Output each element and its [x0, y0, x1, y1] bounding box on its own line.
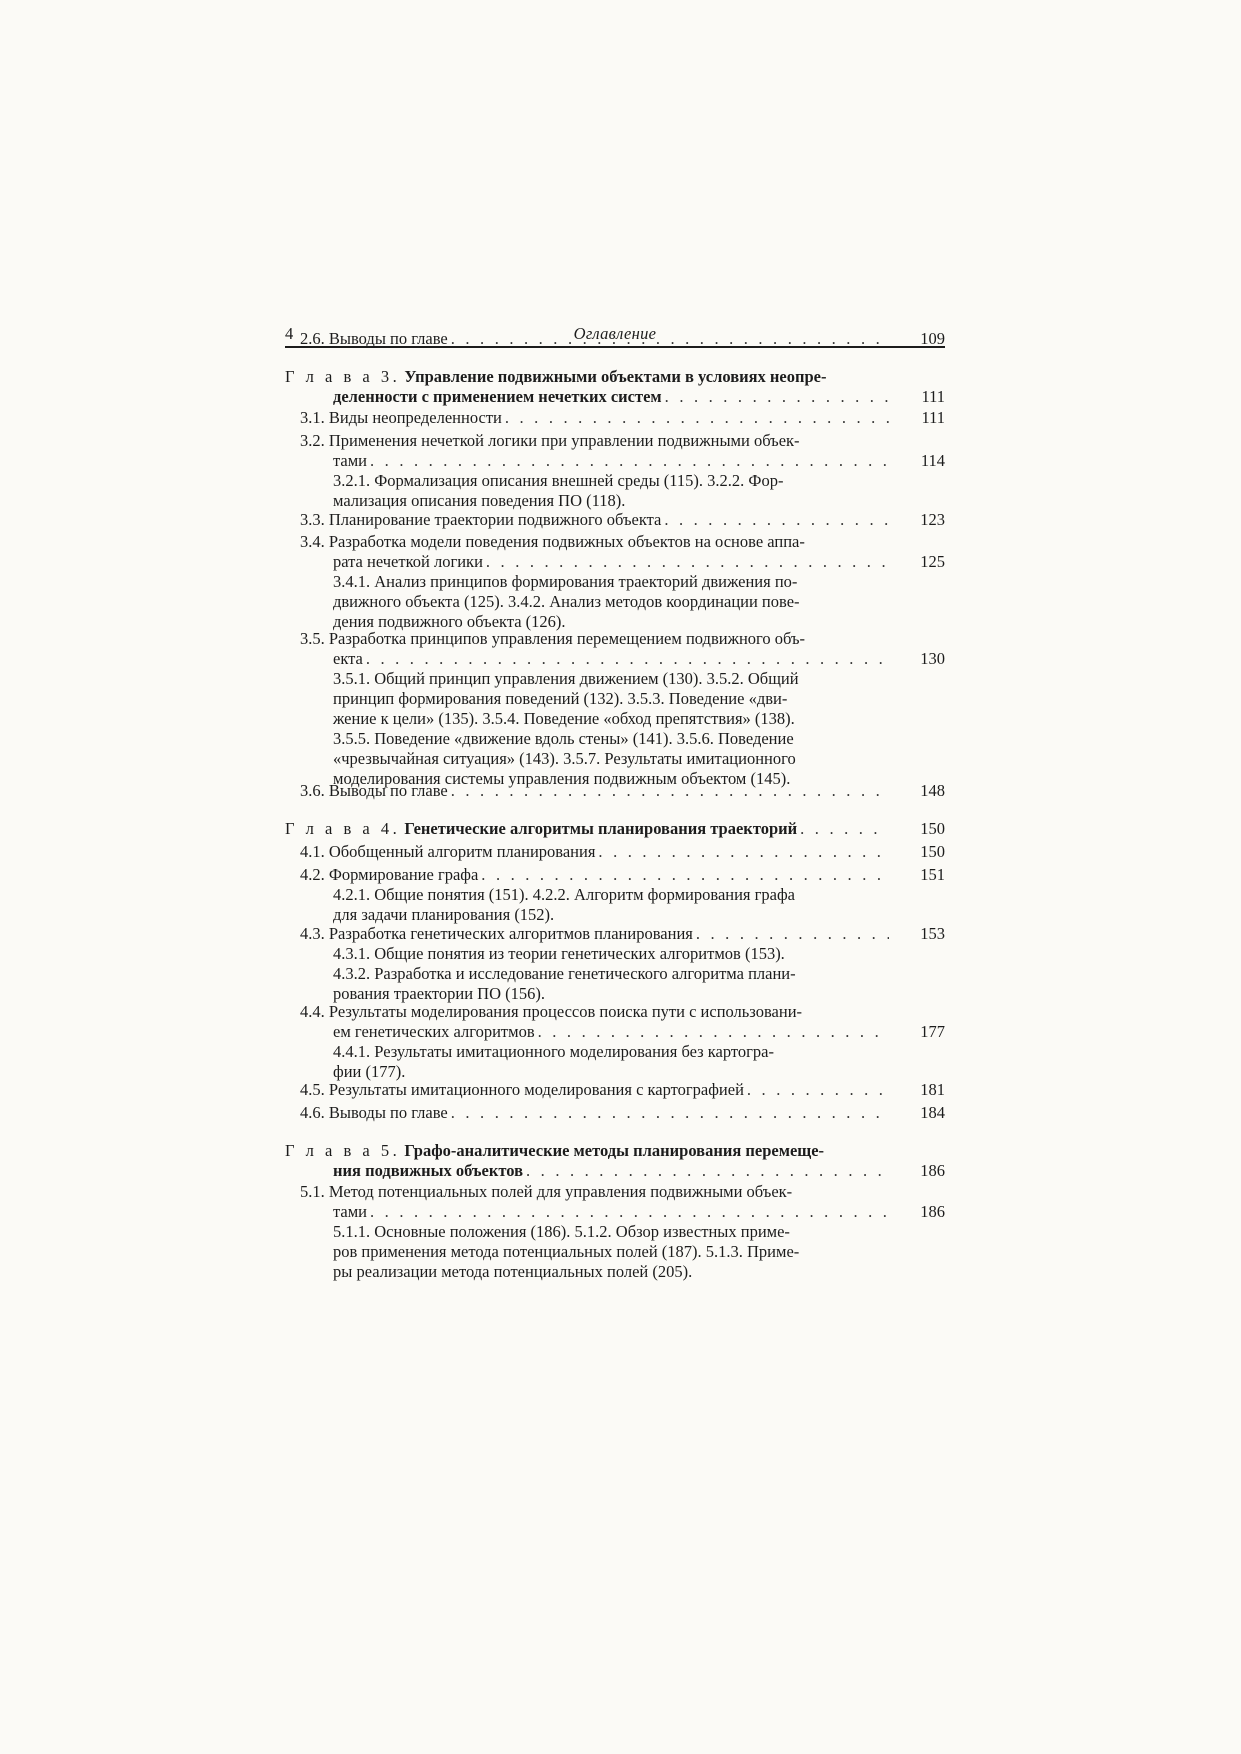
entry-title: 3.3. Планирование траектории подвижного объекта [300, 510, 662, 529]
subsection-line: 4.3.1. Общие понятия из теории генетических алгоритмов (153). [333, 944, 785, 963]
entry-page: 123 [920, 510, 945, 529]
toc-entry-4-2[interactable] [285, 865, 945, 925]
entry-title: 4.1. Обобщенный алгоритм планирования [300, 842, 596, 861]
entry-title: тами [333, 1202, 368, 1221]
chapter-title-line: ния подвижных объектов [333, 1161, 524, 1180]
entry-title: 4.5. Результаты имитационного моделирования с картографией [300, 1080, 744, 1099]
entry-page: 150 [920, 842, 945, 861]
subsection-line: принцип формирования поведений (132). 3.5.3. Поведение «дви- [333, 689, 788, 708]
subsection-line: дения подвижного объекта (126). [333, 612, 566, 631]
toc-entry-3-3[interactable] [285, 510, 945, 530]
entry-page: 148 [920, 781, 945, 800]
entry-page: 130 [920, 649, 945, 668]
subsection-line: «чрезвычайная ситуация» (143). 3.5.7. Результаты имитационного [333, 749, 796, 768]
subsection-line: моделирования системы управления подвижным объектом (145). [333, 769, 791, 788]
entry-page: 125 [920, 552, 945, 571]
subsection-line: ров применения метода потенциальных полей (187). 5.1.3. Приме- [333, 1242, 800, 1261]
subsection-line: 3.5.5. Поведение «движение вдоль стены» (141). 3.5.6. Поведение [333, 729, 794, 748]
chapter-label: Г л а в а 4. [285, 819, 401, 838]
subsection-line: 4.2.1. Общие понятия (151). 4.2.2. Алгоритм формирования графа [333, 885, 795, 904]
chapter-title-line: Управление подвижными объектами в условиях неопре- [404, 367, 827, 386]
toc-entry-3-4[interactable] [285, 532, 945, 632]
toc-entry-3-5[interactable] [285, 629, 945, 789]
entry-title: 5.1. Метод потенциальных полей для управления подвижными объек- [300, 1182, 793, 1201]
toc-entry-4-6[interactable] [285, 1103, 945, 1123]
entry-title: 3.4. Разработка модели поведения подвижных объектов на основе аппа- [300, 532, 805, 551]
subsection-line: 4.4.1. Результаты имитационного моделирования без картогра- [333, 1042, 774, 1061]
entry-title: 3.5. Разработка принципов управления перемещением подвижного объ- [300, 629, 806, 648]
toc-entry-3-2[interactable] [285, 431, 945, 511]
subsection-line: 4.3.2. Разработка и исследование генетического алгоритма плани- [333, 964, 796, 983]
toc-chapter-3[interactable] [285, 367, 945, 407]
chapter-label: Г л а в а 3. [285, 367, 401, 386]
toc-entry-2-6[interactable] [285, 329, 945, 349]
subsection-line: 3.4.1. Анализ принципов формирования траекторий движения по- [333, 572, 798, 591]
entry-page: 150 [920, 819, 945, 838]
entry-title: 4.6. Выводы по главе [300, 1103, 448, 1122]
toc-entry-4-1[interactable] [285, 842, 945, 862]
entry-page: 111 [921, 387, 945, 406]
subsection-line: 3.2.1. Формализация описания внешней среды (115). 3.2.2. Фор- [333, 471, 784, 490]
subsection-line: рования траектории ПО (156). [333, 984, 545, 1003]
entry-title: 3.2. Применения нечеткой логики при управлении подвижными объек- [300, 431, 800, 450]
toc-entry-5-1[interactable] [285, 1182, 945, 1282]
toc-entry-4-3[interactable] [285, 924, 945, 1004]
entry-page: 184 [920, 1103, 945, 1122]
page-number: 4 [285, 324, 294, 343]
entry-title: екта [333, 649, 363, 668]
chapter-title-line: деленности с применением нечетких систем [333, 387, 662, 406]
entry-title: 4.3. Разработка генетических алгоритмов планирования [300, 924, 693, 943]
toc-chapter-4[interactable] [285, 819, 945, 839]
entry-page: 186 [920, 1161, 945, 1180]
toc-entry-3-6[interactable] [285, 781, 945, 801]
subsection-line: 3.5.1. Общий принцип управления движением (130). 3.5.2. Общий [333, 669, 799, 688]
entry-page: 153 [920, 924, 945, 943]
running-title: Оглавление [573, 324, 657, 343]
toc-entry-3-1[interactable] [285, 408, 945, 428]
chapter-label: Г л а в а 5. [285, 1141, 401, 1160]
entry-title: 3.6. Выводы по главе [300, 781, 448, 800]
entry-page: 181 [920, 1080, 945, 1099]
chapter-title-line: Графо-аналитические методы планирования перемеще- [404, 1141, 825, 1160]
entry-page: 111 [921, 408, 945, 427]
subsection-line: 5.1.1. Основные положения (186). 5.1.2. Обзор известных приме- [333, 1222, 790, 1241]
entry-title: 3.1. Виды неопределенности [300, 408, 502, 427]
entry-title: тами [333, 451, 368, 470]
entry-page: 151 [920, 865, 945, 884]
toc-entry-4-4[interactable] [285, 1002, 945, 1082]
entry-title: рата нечеткой логики [333, 552, 483, 571]
entry-page: 186 [920, 1202, 945, 1221]
entry-title: 2.6. Выводы по главе [300, 329, 448, 348]
toc-chapter-5[interactable] [285, 1141, 945, 1181]
entry-page: 109 [920, 329, 945, 348]
subsection-line: мализация описания поведения ПО (118). [333, 491, 626, 510]
subsection-line: жение к цели» (135). 3.5.4. Поведение «обход препятствия» (138). [333, 709, 795, 728]
entry-title: 4.2. Формирование графа [300, 865, 479, 884]
chapter-title-line: Генетические алгоритмы планирования траекторий [404, 819, 798, 838]
toc-entry-4-5[interactable] [285, 1080, 945, 1100]
subsection-line: фии (177). [333, 1062, 406, 1081]
entry-page: 177 [920, 1022, 945, 1041]
subsection-line: ры реализации метода потенциальных полей (205). [333, 1262, 693, 1281]
subsection-line: движного объекта (125). 3.4.2. Анализ методов координации пове- [333, 592, 800, 611]
entry-title: ем генетических алгоритмов [333, 1022, 535, 1041]
entry-page: 114 [920, 451, 945, 470]
subsection-line: для задачи планирования (152). [333, 905, 555, 924]
entry-title: 4.4. Результаты моделирования процессов поиска пути с использовани- [300, 1002, 803, 1021]
